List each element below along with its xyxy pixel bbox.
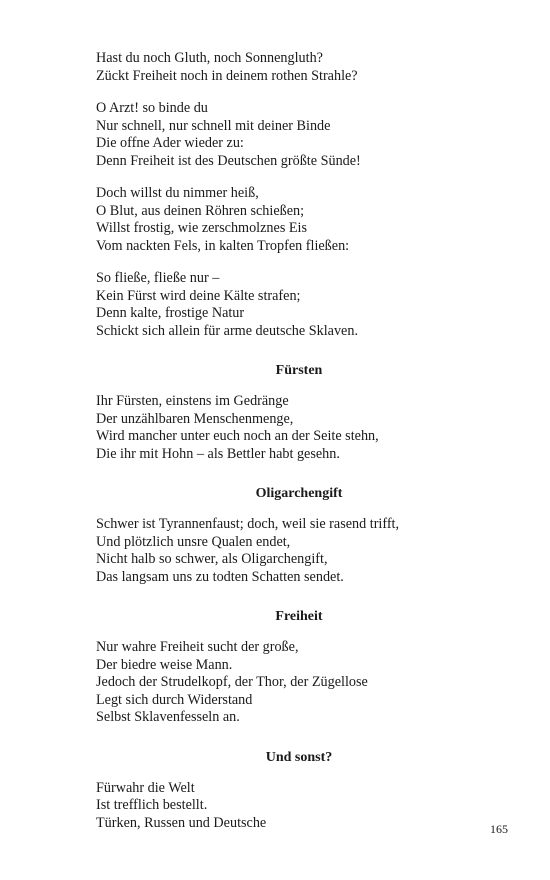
poem-oligarchengift (96, 485, 496, 586)
poem-freiheit (96, 608, 496, 727)
verse-line: Denn Freiheit ist des Deutschen größte Sünde! (96, 152, 361, 169)
verse-line: Kein Fürst wird deine Kälte strafen; (96, 287, 301, 304)
stanza (96, 393, 496, 463)
verse-line: Willst frostig, wie zerschmolznes Eis (96, 220, 308, 236)
stanza (96, 516, 496, 586)
stanza (96, 270, 496, 340)
verse-line: Selbst Sklavenfesseln an. (96, 709, 240, 725)
verse-line: Der biedre weise Mann. (96, 656, 233, 673)
verse-line: O Blut, aus deinen Röhren schießen; (96, 202, 305, 219)
verse-line: Und plötzlich unsre Qualen endet, (96, 533, 291, 550)
verse-line: Nur wahre Freiheit sucht der große, (96, 639, 299, 655)
poem-title: Freiheit (275, 609, 323, 624)
stanza (96, 50, 496, 85)
verse-line: Zückt Freiheit noch in deinem rothen Strahle? (96, 67, 358, 84)
verse-line: Türken, Russen und Deutsche (96, 814, 267, 831)
verse-line: Der unzählbaren Menschenmenge, (96, 410, 294, 427)
verse-line: Doch willst du nimmer heiß, (96, 185, 259, 201)
stanza (96, 100, 496, 170)
poem-title: Und sonst? (265, 749, 333, 765)
verse-line: Ihr Fürsten, einstens im Gedränge (96, 393, 289, 409)
verse-line: Die ihr mit Hohn – als Bettler habt gesehn. (96, 445, 340, 462)
verse-line: Vom nackten Fels, in kalten Tropfen fließen: (96, 237, 350, 254)
verse-line: Hast du noch Gluth, noch Sonnengluth? (96, 50, 323, 66)
poem-und-sonst (96, 749, 496, 833)
stanza (96, 185, 496, 255)
verse-line: O Arzt! so binde du (96, 100, 208, 116)
verse-line: Wird mancher unter euch noch an der Seite stehn, (96, 428, 379, 444)
verse-line: Ist trefflich bestellt. (96, 797, 208, 813)
verse-line: Das langsam uns zu todten Schatten sendet. (96, 568, 344, 585)
verse-line: Nur schnell, nur schnell mit deiner Binde (96, 117, 331, 134)
verse-line: Die offne Ader wieder zu: (96, 135, 244, 151)
poem-fuersten (96, 362, 496, 463)
page-number: 165 (490, 822, 508, 836)
verse-line: Jedoch der Strudelkopf, der Thor, der Zügellose (96, 674, 368, 690)
verse-line: Nicht halb so schwer, als Oligarchengift, (96, 551, 328, 567)
poem-title: Oligarchengift (255, 486, 343, 501)
stanza (96, 639, 496, 727)
verse-line: Denn kalte, frostige Natur (96, 305, 245, 321)
poem-title: Fürsten (275, 363, 323, 378)
stanza (96, 780, 496, 833)
verse-line: So fließe, fließe nur – (96, 270, 220, 286)
verse-line: Schickt sich allein für arme deutsche Sklaven. (96, 322, 358, 339)
verse-line: Fürwahr die Welt (96, 779, 195, 796)
page-body (96, 50, 496, 832)
verse-line: Legt sich durch Widerstand (96, 691, 253, 708)
poem-continuation (96, 50, 496, 340)
verse-line: Schwer ist Tyrannenfaust; doch, weil sie rasend trifft, (96, 516, 400, 532)
